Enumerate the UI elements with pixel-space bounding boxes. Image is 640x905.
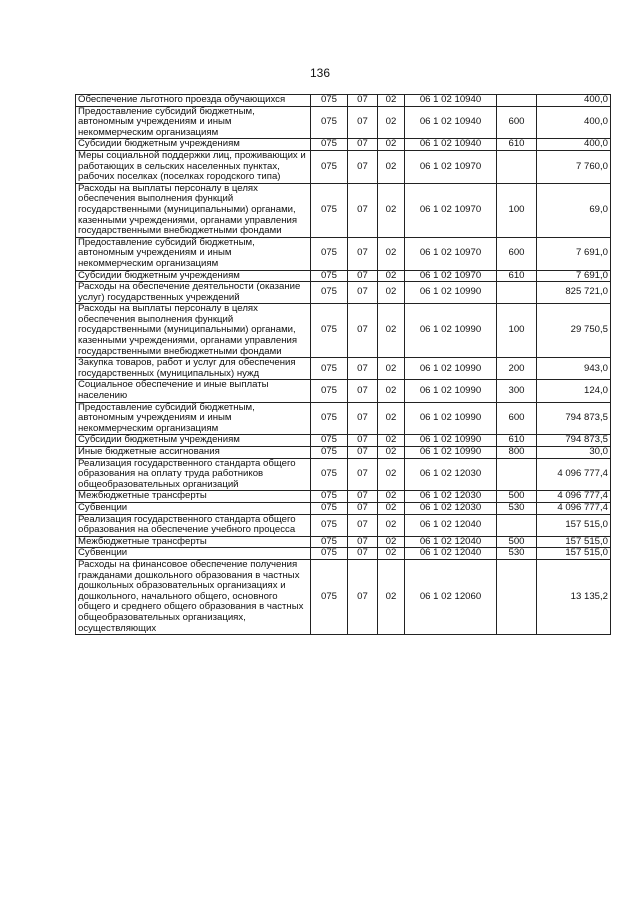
row-sum-cell: 7 691,0 — [537, 270, 611, 282]
row-name-cell: Расходы на выплаты персоналу в целях обеспечения выполнения функций государственными (муниципальными) органами, казенными учреждениями, органами управления государственными внебюджетными фондами — [76, 304, 311, 358]
row-pr-cell: 02 — [378, 514, 405, 536]
row-pr-cell: 02 — [378, 139, 405, 151]
row-ved-cell: 075 — [311, 106, 348, 139]
row-ved-cell: 075 — [311, 304, 348, 358]
row-name-cell: Меры социальной поддержки лиц, проживающих и работающих в сельских населенных пунктах, рабочих поселках (поселках городского типа) — [76, 150, 311, 183]
row-csr-cell: 06 1 02 10990 — [405, 380, 497, 402]
row-ved-cell: 075 — [311, 458, 348, 491]
page-number: 136 — [309, 66, 331, 80]
row-ved-cell: 075 — [311, 502, 348, 514]
row-csr-cell: 06 1 02 10940 — [405, 95, 497, 107]
row-vr-cell — [497, 150, 537, 183]
row-sum-cell: 30,0 — [537, 447, 611, 459]
row-vr-cell — [497, 514, 537, 536]
table-row — [76, 304, 611, 358]
row-name-cell: Обеспечение льготного проезда обучающихся — [76, 95, 311, 107]
row-pr-cell: 02 — [378, 447, 405, 459]
table-row — [76, 502, 611, 514]
row-ved-cell: 075 — [311, 559, 348, 634]
row-rz-cell: 07 — [348, 491, 378, 503]
row-pr-cell: 02 — [378, 536, 405, 548]
table-row — [76, 106, 611, 139]
row-sum-cell: 4 096 777,4 — [537, 458, 611, 491]
row-csr-cell: 06 1 02 10970 — [405, 237, 497, 270]
row-sum-cell: 157 515,0 — [537, 536, 611, 548]
row-vr-cell: 530 — [497, 502, 537, 514]
row-pr-cell: 02 — [378, 237, 405, 270]
row-vr-cell: 600 — [497, 237, 537, 270]
row-vr-cell: 610 — [497, 435, 537, 447]
table-row — [76, 270, 611, 282]
row-pr-cell: 02 — [378, 304, 405, 358]
row-csr-cell: 06 1 02 10940 — [405, 106, 497, 139]
row-name-cell: Расходы на обеспечение деятельности (оказание услуг) государственных учреждений — [76, 282, 311, 304]
row-ved-cell: 075 — [311, 150, 348, 183]
row-vr-cell — [497, 559, 537, 634]
row-name-cell: Расходы на финансовое обеспечение получения гражданами дошкольного образования в частных дошкольных образовательных организациях и дошкольного, начального общего, основного общего и среднего общего образования в частных общеобразовательных организациях, осуществляющих — [76, 559, 311, 634]
table-row — [76, 435, 611, 447]
row-sum-cell: 794 873,5 — [537, 435, 611, 447]
table-row — [76, 150, 611, 183]
row-sum-cell: 29 750,5 — [537, 304, 611, 358]
row-name-cell: Субвенции — [76, 502, 311, 514]
row-rz-cell: 07 — [348, 106, 378, 139]
row-sum-cell: 400,0 — [537, 139, 611, 151]
row-vr-cell — [497, 458, 537, 491]
row-rz-cell: 07 — [348, 536, 378, 548]
row-csr-cell: 06 1 02 10970 — [405, 270, 497, 282]
row-csr-cell: 06 1 02 12030 — [405, 491, 497, 503]
row-pr-cell: 02 — [378, 435, 405, 447]
table-row — [76, 95, 611, 107]
row-pr-cell: 02 — [378, 95, 405, 107]
row-vr-cell: 500 — [497, 491, 537, 503]
row-name-cell: Предоставление субсидий бюджетным, автономным учреждениям и иным некоммерческим организациям — [76, 106, 311, 139]
row-sum-cell: 69,0 — [537, 183, 611, 237]
row-ved-cell: 075 — [311, 282, 348, 304]
row-ved-cell: 075 — [311, 270, 348, 282]
row-vr-cell: 300 — [497, 380, 537, 402]
row-rz-cell: 07 — [348, 435, 378, 447]
row-csr-cell: 06 1 02 12040 — [405, 548, 497, 560]
row-pr-cell: 02 — [378, 380, 405, 402]
row-csr-cell: 06 1 02 10990 — [405, 304, 497, 358]
row-vr-cell: 200 — [497, 358, 537, 380]
row-csr-cell: 06 1 02 10940 — [405, 139, 497, 151]
row-rz-cell: 07 — [348, 237, 378, 270]
row-sum-cell: 4 096 777,4 — [537, 491, 611, 503]
row-csr-cell: 06 1 02 10970 — [405, 150, 497, 183]
row-name-cell: Закупка товаров, работ и услуг для обеспечения государственных (муниципальных) нужд — [76, 358, 311, 380]
row-ved-cell: 075 — [311, 548, 348, 560]
row-sum-cell: 794 873,5 — [537, 402, 611, 435]
row-rz-cell: 07 — [348, 447, 378, 459]
row-rz-cell: 07 — [348, 270, 378, 282]
row-pr-cell: 02 — [378, 502, 405, 514]
row-sum-cell: 157 515,0 — [537, 548, 611, 560]
row-sum-cell: 943,0 — [537, 358, 611, 380]
row-vr-cell: 500 — [497, 536, 537, 548]
table-row — [76, 447, 611, 459]
row-ved-cell: 075 — [311, 380, 348, 402]
row-pr-cell: 02 — [378, 491, 405, 503]
row-ved-cell: 075 — [311, 514, 348, 536]
row-rz-cell: 07 — [348, 458, 378, 491]
row-rz-cell: 07 — [348, 380, 378, 402]
table-row — [76, 458, 611, 491]
row-rz-cell: 07 — [348, 559, 378, 634]
row-rz-cell: 07 — [348, 95, 378, 107]
row-rz-cell: 07 — [348, 282, 378, 304]
table-row — [76, 139, 611, 151]
row-sum-cell: 400,0 — [537, 106, 611, 139]
row-pr-cell: 02 — [378, 358, 405, 380]
row-vr-cell: 100 — [497, 304, 537, 358]
row-ved-cell: 075 — [311, 491, 348, 503]
row-csr-cell: 06 1 02 10990 — [405, 358, 497, 380]
row-rz-cell: 07 — [348, 402, 378, 435]
table-row — [76, 380, 611, 402]
row-sum-cell: 825 721,0 — [537, 282, 611, 304]
table-row — [76, 183, 611, 237]
row-sum-cell: 4 096 777,4 — [537, 502, 611, 514]
row-vr-cell: 610 — [497, 139, 537, 151]
row-name-cell: Иные бюджетные ассигнования — [76, 447, 311, 459]
row-ved-cell: 075 — [311, 447, 348, 459]
row-rz-cell: 07 — [348, 304, 378, 358]
table-row — [76, 548, 611, 560]
row-sum-cell: 7 760,0 — [537, 150, 611, 183]
table-row — [76, 237, 611, 270]
row-vr-cell — [497, 282, 537, 304]
row-rz-cell: 07 — [348, 514, 378, 536]
row-pr-cell: 02 — [378, 282, 405, 304]
row-vr-cell: 530 — [497, 548, 537, 560]
row-pr-cell: 02 — [378, 270, 405, 282]
row-name-cell: Расходы на выплаты персоналу в целях обеспечения выполнения функций государственными (муниципальными) органами, казенными учреждениями, органами управления государственными внебюджетными фондами — [76, 183, 311, 237]
row-name-cell: Субвенции — [76, 548, 311, 560]
row-name-cell: Субсидии бюджетным учреждениям — [76, 435, 311, 447]
row-pr-cell: 02 — [378, 458, 405, 491]
row-csr-cell: 06 1 02 10990 — [405, 282, 497, 304]
row-vr-cell: 610 — [497, 270, 537, 282]
row-name-cell: Социальное обеспечение и иные выплаты населению — [76, 380, 311, 402]
budget-table-body — [76, 95, 611, 635]
row-ved-cell: 075 — [311, 183, 348, 237]
row-vr-cell: 600 — [497, 106, 537, 139]
table-row — [76, 358, 611, 380]
row-sum-cell: 13 135,2 — [537, 559, 611, 634]
row-vr-cell — [497, 95, 537, 107]
row-pr-cell: 02 — [378, 559, 405, 634]
table-row — [76, 536, 611, 548]
row-vr-cell: 600 — [497, 402, 537, 435]
row-vr-cell: 100 — [497, 183, 537, 237]
row-rz-cell: 07 — [348, 150, 378, 183]
table-row — [76, 559, 611, 634]
row-name-cell: Субсидии бюджетным учреждениям — [76, 139, 311, 151]
row-sum-cell: 157 515,0 — [537, 514, 611, 536]
row-csr-cell: 06 1 02 12060 — [405, 559, 497, 634]
row-ved-cell: 075 — [311, 237, 348, 270]
row-csr-cell: 06 1 02 12030 — [405, 458, 497, 491]
row-sum-cell: 7 691,0 — [537, 237, 611, 270]
row-csr-cell: 06 1 02 10970 — [405, 183, 497, 237]
row-csr-cell: 06 1 02 12040 — [405, 514, 497, 536]
row-pr-cell: 02 — [378, 106, 405, 139]
row-ved-cell: 075 — [311, 358, 348, 380]
row-pr-cell: 02 — [378, 548, 405, 560]
row-name-cell: Межбюджетные трансферты — [76, 536, 311, 548]
row-rz-cell: 07 — [348, 548, 378, 560]
row-name-cell: Субсидии бюджетным учреждениям — [76, 270, 311, 282]
row-sum-cell: 400,0 — [537, 95, 611, 107]
budget-table — [75, 94, 611, 635]
row-sum-cell: 124,0 — [537, 380, 611, 402]
row-ved-cell: 075 — [311, 536, 348, 548]
table-row — [76, 402, 611, 435]
row-rz-cell: 07 — [348, 358, 378, 380]
row-rz-cell: 07 — [348, 183, 378, 237]
row-ved-cell: 075 — [311, 95, 348, 107]
row-csr-cell: 06 1 02 12040 — [405, 536, 497, 548]
row-name-cell: Предоставление субсидий бюджетным, автономным учреждениям и иным некоммерческим организациям — [76, 402, 311, 435]
table-row — [76, 491, 611, 503]
row-ved-cell: 075 — [311, 435, 348, 447]
row-rz-cell: 07 — [348, 139, 378, 151]
row-csr-cell: 06 1 02 10990 — [405, 402, 497, 435]
row-rz-cell: 07 — [348, 502, 378, 514]
row-csr-cell: 06 1 02 12030 — [405, 502, 497, 514]
row-ved-cell: 075 — [311, 139, 348, 151]
row-name-cell: Межбюджетные трансферты — [76, 491, 311, 503]
row-name-cell: Предоставление субсидий бюджетным, автономным учреждениям и иным некоммерческим организациям — [76, 237, 311, 270]
row-pr-cell: 02 — [378, 183, 405, 237]
row-vr-cell: 800 — [497, 447, 537, 459]
row-name-cell: Реализация государственного стандарта общего образования на обеспечение учебного процесса — [76, 514, 311, 536]
table-row — [76, 282, 611, 304]
row-pr-cell: 02 — [378, 402, 405, 435]
table-row — [76, 514, 611, 536]
row-csr-cell: 06 1 02 10990 — [405, 435, 497, 447]
row-pr-cell: 02 — [378, 150, 405, 183]
row-name-cell: Реализация государственного стандарта общего образования на оплату труда работников общеобразовательных организаций — [76, 458, 311, 491]
row-ved-cell: 075 — [311, 402, 348, 435]
row-csr-cell: 06 1 02 10990 — [405, 447, 497, 459]
